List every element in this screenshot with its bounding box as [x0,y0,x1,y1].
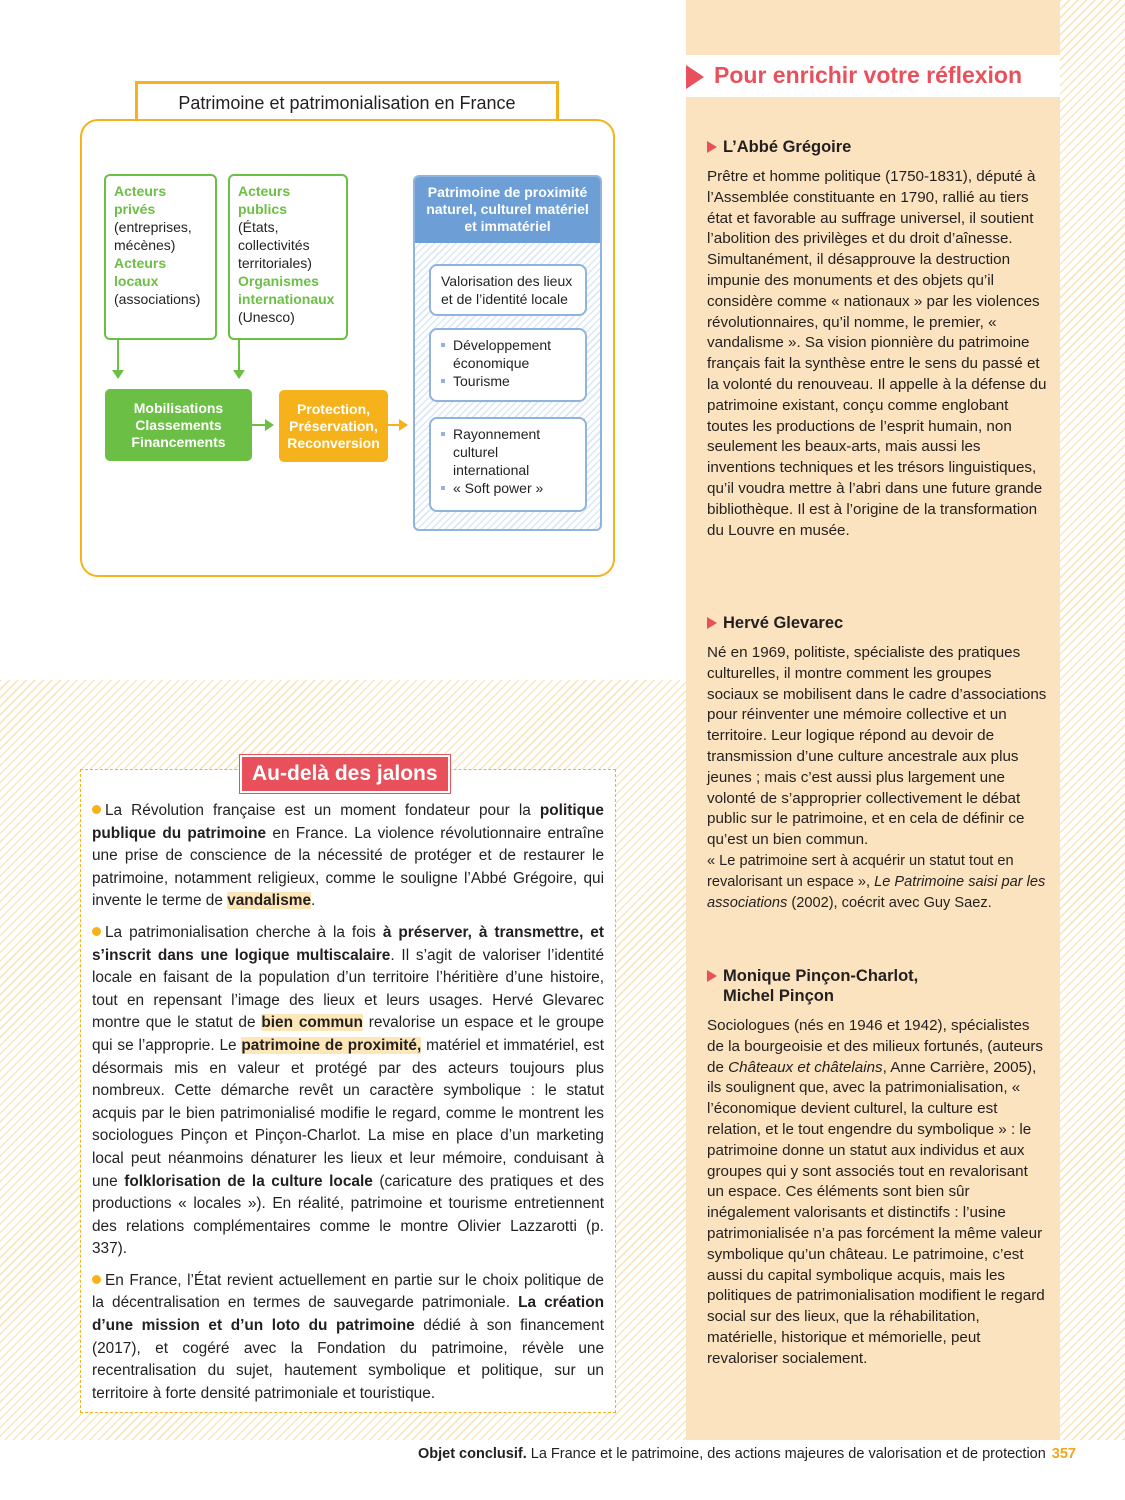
actors-local-desc: (associations) [114,291,201,307]
arrow-right-orange [388,424,400,426]
valorisation-box [429,264,587,316]
bio-pincon-name1: Monique Pinçon-Charlot, [723,967,919,985]
text-bold: à préserver, à transmettre, et s’inscrit dans une logique multiscalaire [92,923,604,964]
quote-book-title: Le Patrimoine saisi par les associations [707,873,1046,911]
heritage-column [413,175,602,531]
arrow-down-public [238,340,240,371]
text-run: . [311,892,316,910]
actors-private-desc: (entreprises, mécènes) [114,219,192,253]
bio-pincon-name [707,966,1047,1006]
actors-private-box [104,174,217,340]
bio-pincon [707,966,1047,1370]
arrow-right-green [252,424,266,426]
text-run: (caricature des pratiques et des productions « locales »). En réalité, patrimoine et tourisme entretiennent des relations complémentaires comme le montre Olivier Lazzarotti (p. 337). [92,1172,604,1258]
triangle-icon [686,65,704,89]
arrow-down-private [117,340,119,371]
audela-title: Au-delà des jalons [240,755,450,793]
development-box [429,328,587,402]
protect-line: Protection, [296,400,371,417]
bio-gregoire [707,137,1047,541]
text-bold: politique publique du patrimoine [92,802,604,842]
actors-private-title: Acteurs privés [114,183,167,217]
mobil-line: Financements [131,433,226,450]
bio-pincon-text [707,1016,1047,1370]
valorisation-text: Valorisation des lieux et de l’identité locale [441,273,573,307]
diagram-title: Patrimoine et patrimonialisation en France [135,81,559,119]
list-item: Rayonnement culturel international [441,425,575,479]
bio-pincon-text-c: , Anne Carrière, 2005), ils soulignent que, avec la patrimonialisation, « l’économique devient culturel, la culture est relation, et le tout engendre du symbolique » : le patrimoine donne un statut aux individus et aux groupes qui y sont associés tout en revalorisant un espace. Ces éléments sont bien sûr inégalement valorisants et distinctifs : l’usine patrimonialisée n’a pas forcément la même valeur symbolique qu’un château. Le patrimoine, c’est aussi du capital symbolique acquis, mais les politiques de patrimonialisation modifient le regard social sur des lieux, que la réhabilitation, matérielle, historique et mémorielle, peut revaloriser socialement. [707,1058,1045,1367]
text-run: en France. La violence révolutionnaire entraîne une prise de conscience de la nécessité de protéger et de restaurer le patrimoine, notamment religieux, comme le souligne l’Abbé Grégoire, qui invente le terme de [92,824,604,910]
sidebar-title: Pour enrichir votre réflexion [714,62,1023,88]
heritage-column-title: Patrimoine de proximité naturel, culturel matériel et immatériel [415,177,600,243]
bio-pincon-name2: Michel Pinçon [723,987,834,1005]
audela-text [92,800,604,1414]
bullet-dot-icon [92,927,101,936]
protect-line: Préservation, [289,417,378,434]
bullet-dot-icon [92,1275,101,1284]
actors-intl-title: Organismes internationaux [238,273,335,307]
text-run: En France, l’État revient actuellement en partie sur le choix politique de la décentralisation en termes de sauvegarde patrimoniale. [92,1271,604,1312]
list-item: « Soft power » [441,479,575,497]
sidebar-header [686,55,1060,97]
bio-pincon-text-a: Sociologues (nés en 1946 et 1942), spécialistes de la bourgeoisie et des milieux fortunés, (auteurs de [707,1017,1044,1076]
bio-gregoire-text: Prêtre et homme politique (1750-1831), député à l’Assemblée constituante en 1790, rallié au tiers état et favorable au suffrage universel, il soutient l’abolition des privilèges et du droit d’aînesse. Simultanément, il désapprouve la destruction impunie des monuments et des objets qu’il considère comme « nationaux » par les violences révolutionnaires, qu’il nomme, le premier, « vandalisme ». Sa vision pionnière du patrimoine français fait la synthèse entre le sens du passé et la volonté du renouveau. Il appelle à la défense du patrimoine existant, conçu comme englobant toutes les productions de l’esprit humain, non seulement les beaux-arts, mais aussi les inventions techniques et les trésors linguistiques, qu’il voudra mettre à l’abri dans une future grande bibliothèque. Il est à l’origine de la transformation du Louvre en musée. [707,168,1047,539]
text-run: La patrimonialisation cherche à la fois [105,923,383,941]
audela-paragraph-1 [92,800,604,913]
actors-public-desc: (États, collectivités territoriales) [238,219,312,271]
hatched-margin [1060,0,1125,1440]
actors-intl-desc: (Unesco) [238,309,295,325]
bio-pincon-book: Châteaux et châtelains [728,1058,883,1076]
actors-local-title: Acteurs locaux [114,255,167,289]
bio-glevarec-name: Hervé Glevarec [707,613,1047,633]
audela-paragraph-3 [92,1270,604,1406]
text-run: dédié à son financement (2017), et cogéré avec la Fondation du patrimoine, révèle une recentralisation du sujet, hautement symbolique et politique, sur un territoire à forte densité patrimoniale et touristique. [92,1317,604,1402]
audela-paragraph-2 [92,922,604,1261]
protect-line: Reconversion [287,434,380,451]
page-footer [418,1446,1076,1462]
actors-public-box [228,174,348,340]
bio-gregoire-name: L’Abbé Grégoire [707,137,1047,157]
text-run: matériel et immatériel, est désormais mis en valeur et protégé par des acteurs toujours plus nombreux. Cette démarche revêt un caractère symbolique : le statut acquis par le bien patrimonialisé modifie le regard, comme le montrent les sociologues Pinçon et Pinçon-Charlot. La mise en place d’un marketing local peut néanmoins dénaturer les lieux et leur mémoire, conduisant à une [92,1036,604,1190]
mobilisations-box [105,389,252,461]
page-number: 357 [1051,1446,1076,1462]
mobil-line: Classements [135,416,222,433]
keyword-patrimoine-proximite: patrimoine de proximité, [241,1036,422,1054]
bullet-dot-icon [92,805,101,814]
text-bold: La création d’une mission et d’un loto du patrimoine [92,1294,604,1335]
text-bold: folklorisation de la culture locale [124,1172,373,1190]
keyword-vandalisme: vandalisme [227,892,312,910]
bio-glevarec-quote [707,851,1047,913]
rayonnement-box [429,417,587,512]
footer-text: La France et le patrimoine, des actions majeures de valorisation et de protection [526,1446,1046,1462]
text-run: . Il s’agit de valoriser l’identité locale en faisant de la population d’un territoire l’héritière d’une histoire, tout en repensant l’image des lieux et leurs usages. Hervé Glevarec montre que le statut de [92,946,604,1032]
actors-public-title: Acteurs publics [238,183,291,217]
text-run: La Révolution française est un moment fondateur pour la [105,802,540,819]
list-item: Tourisme [441,372,575,390]
mobil-line: Mobilisations [133,399,224,416]
text-run: revalorise un espace et le groupe qui se l’approprie. Le [92,1014,605,1054]
footer-label: Objet conclusif. [417,1446,527,1462]
bio-glevarec-text: Né en 1969, politiste, spécialiste des pratiques culturelles, il montre comment les groupes sociaux se mobilisent dans le cadre d’associations pour réinventer une mémoire collective et un territoire. Leur logique répond au devoir de transmission d’une culture ancestrale aux plus jeunes ; mais c’est aussi plus largement une volonté de s’approprier collectivement le débat public sur le patrimoine, et en cela de définir ce qu’est un bien commun. [707,644,1047,849]
quote-text-end: (2002), coécrit avec Guy Saez. [787,894,992,911]
protection-box [279,390,388,462]
bio-glevarec [707,613,1047,913]
list-item: Développement économique [441,336,575,372]
keyword-bien-commun: bien commun [261,1014,363,1032]
quote-text: « Le patrimoine sert à acquérir un statut tout en revalorisant un espace », [707,852,1014,890]
